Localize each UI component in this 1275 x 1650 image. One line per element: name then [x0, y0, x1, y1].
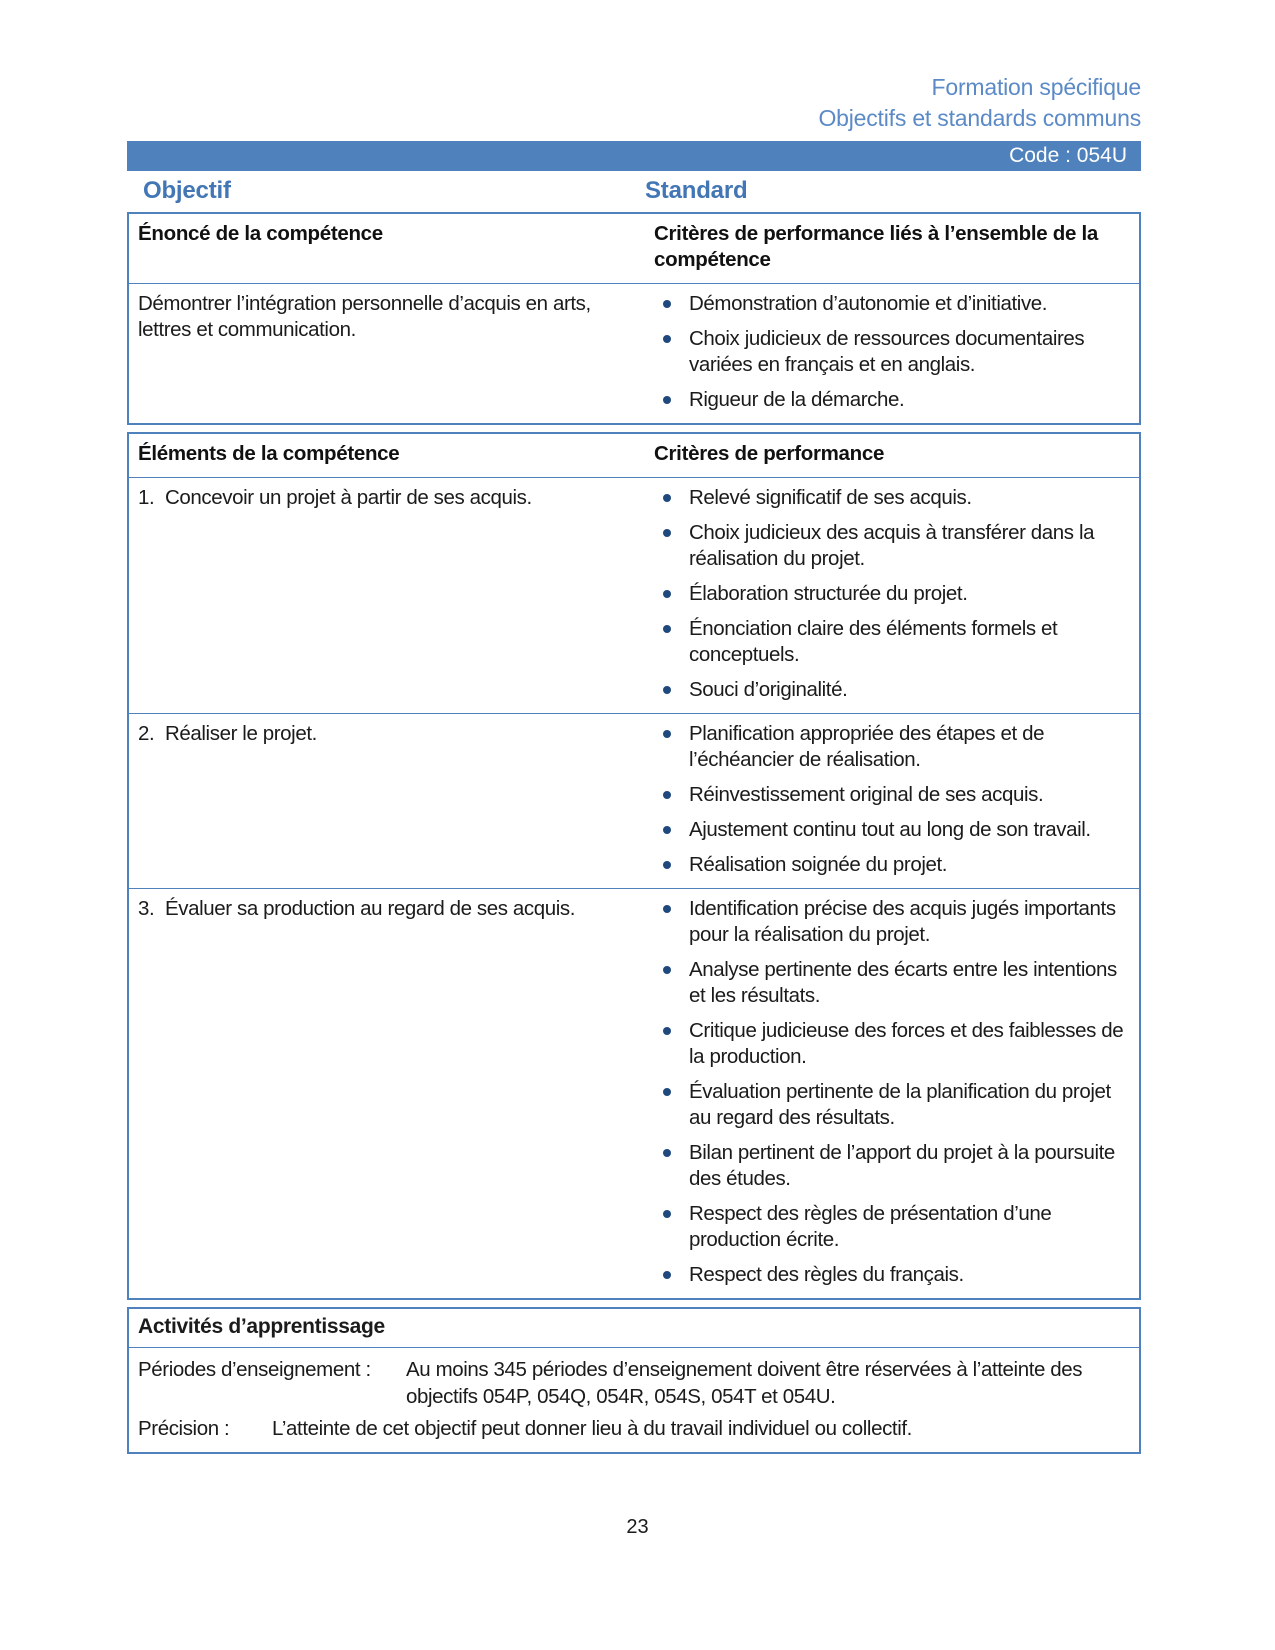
- criterion-item: Relevé significatif de ses acquis.: [689, 485, 1127, 511]
- periodes-label: Périodes d’enseignement :: [138, 1358, 371, 1381]
- header-line-objectifs: Objectifs et standards communs: [818, 105, 1141, 131]
- criterion-item: Réinvestissement original de ses acquis.: [689, 782, 1127, 808]
- table-row: [129, 713, 1139, 888]
- column-titles-row: [127, 171, 1141, 212]
- table-row: [129, 477, 1139, 713]
- criterion-item: Choix judicieux des acquis à transférer dans la réalisation du projet.: [689, 520, 1127, 572]
- criteria-list: [654, 721, 1127, 878]
- criterion-item: Bilan pertinent de l’apport du projet à la poursuite des études.: [689, 1140, 1127, 1192]
- criterion-item: Démonstration d’autonomie et d’initiative.: [689, 291, 1127, 317]
- criteria-list: [654, 896, 1127, 1288]
- table-row: [129, 283, 1139, 423]
- criteria-list: [654, 485, 1127, 703]
- element-number: 2.: [138, 722, 155, 745]
- element-cell: [138, 485, 654, 703]
- criterion-item: Énonciation claire des éléments formels et conceptuels.: [689, 616, 1127, 668]
- element-cell: [138, 896, 654, 1288]
- code-bar: [127, 141, 1141, 171]
- periodes-row: [129, 1348, 1139, 1410]
- precision-text: L’atteinte de cet objectif peut donner lieu à du travail individuel ou collectif.: [272, 1417, 912, 1440]
- table-header-row: [129, 434, 1139, 477]
- criterion-item: Respect des règles de présentation d’une production écrite.: [689, 1201, 1127, 1253]
- criteria-cell: [654, 291, 1127, 413]
- criterion-item: Évaluation pertinente de la planification du projet au regard des résultats.: [689, 1079, 1127, 1131]
- criteria-cell: [654, 896, 1127, 1288]
- criteria-cell: [654, 721, 1127, 878]
- criterion-item: Critique judicieuse des forces et des faiblesses de la production.: [689, 1018, 1127, 1070]
- elements-header: Éléments de la compétence: [138, 442, 400, 465]
- element-text: Réaliser le projet.: [165, 722, 317, 745]
- element-cell: [138, 721, 654, 878]
- table-header-row: [129, 214, 1139, 283]
- criterion-item: Identification précise des acquis jugés importants pour la réalisation du projet.: [689, 896, 1127, 948]
- header-line-formation: Formation spécifique: [931, 74, 1141, 100]
- objectif-column-title: Objectif: [143, 177, 231, 204]
- criterion-item: Réalisation soignée du projet.: [689, 852, 1127, 878]
- activites-header: Activités d’apprentissage: [129, 1309, 1139, 1348]
- element-number: 1.: [138, 486, 155, 509]
- element-1: [138, 485, 632, 511]
- document-page: [127, 0, 1141, 1461]
- running-header: [127, 0, 1141, 134]
- periodes-text: Au moins 345 périodes d’enseignement doivent être réservées à l’atteinte des objectifs 054P, 054Q, 054R, 054S, 054T et 054U.: [406, 1358, 1083, 1408]
- criteria-cell: [654, 485, 1127, 703]
- element-text: Évaluer sa production au regard de ses acquis.: [165, 897, 576, 920]
- learning-activities-table: [127, 1307, 1141, 1454]
- code-label: Code : 054U: [1009, 144, 1127, 167]
- criterion-item: Élaboration structurée du projet.: [689, 581, 1127, 607]
- enonce-header: Énoncé de la compétence: [138, 222, 383, 245]
- table-row: [129, 888, 1139, 1298]
- page-number: 23: [626, 1516, 649, 1538]
- precision-row: [129, 1410, 1139, 1452]
- competence-statement: Démontrer l’intégration personnelle d’acquis en arts, lettres et communication.: [138, 292, 591, 341]
- criterion-item: Planification appropriée des étapes et de l’échéancier de réalisation.: [689, 721, 1127, 773]
- element-3: [138, 896, 632, 922]
- criterion-item: Respect des règles du français.: [689, 1262, 1127, 1288]
- competence-statement-table: [127, 212, 1141, 425]
- element-number: 3.: [138, 897, 155, 920]
- criterion-item: Rigueur de la démarche.: [689, 387, 1127, 413]
- criterion-item: Souci d’originalité.: [689, 677, 1127, 703]
- criterion-item: Ajustement continu tout au long de son travail.: [689, 817, 1127, 843]
- precision-label: Précision :: [138, 1417, 230, 1440]
- criteria-list: [654, 291, 1127, 413]
- criterion-item: Analyse pertinente des écarts entre les intentions et les résultats.: [689, 957, 1127, 1009]
- standard-column-title: Standard: [645, 177, 748, 204]
- competence-elements-table: [127, 432, 1141, 1300]
- criteres-ensemble-header: Critères de performance liés à l’ensemble de la compétence: [654, 222, 1098, 271]
- criteres-performance-header: Critères de performance: [654, 442, 885, 465]
- element-text: Concevoir un projet à partir de ses acquis.: [165, 486, 532, 509]
- element-2: [138, 721, 632, 747]
- criterion-item: Choix judicieux de ressources documentaires variées en français et en anglais.: [689, 326, 1127, 378]
